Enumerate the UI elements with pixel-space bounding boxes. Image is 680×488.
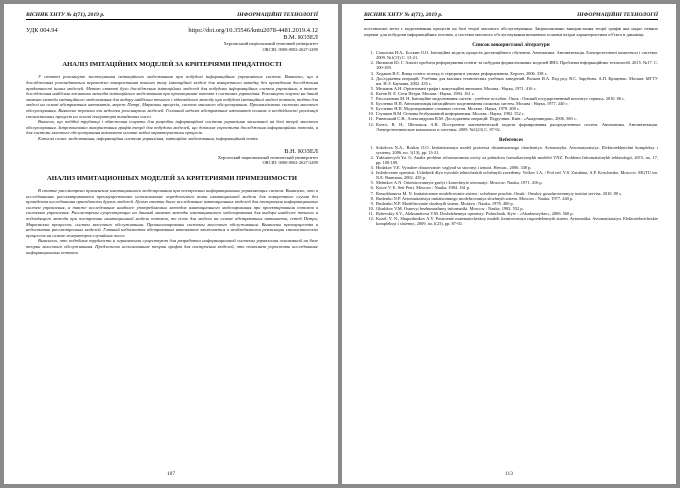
author-orcid-ru: ORCID: 0000-0002-2627-2499 (262, 160, 318, 166)
reference-item: 5. Melnikov A.N. Orientirovannyie grafyi i konechnyie avtomatyi. Moscow: Nauka, 1971. 416 p. (375, 180, 658, 185)
author-name: В.М. КОЗЕЛ (283, 34, 318, 41)
body-paragraph: поставленої мети є моделювання процесів на базі теорії масового обслуговування. Запропоновано використання теорії графів яка надає певних переваг для побудови інформаційних потоків, а системи масового обслуговування визначено основні вхідні характеристики об'єкта в динаміці. (364, 26, 658, 37)
author-affiliation-ru: Херсонский национальный технический университет (217, 154, 318, 160)
page-number: 107 (166, 471, 176, 477)
references-list-en (364, 145, 658, 227)
references-heading-en: References (498, 136, 524, 143)
reference-item: 4. Дослідження операцій: Учебник для высших технических учебных заведений. Волков И.А. Под ред. В.С. Зарубина, А.П. Кріщенко. Москва: МГТУ им. Н.Э. Баумана, 2002. 435 с. (375, 76, 658, 86)
author-affiliation: Херсонський національний технічний університет (223, 41, 318, 47)
udk-code: УДК 004.94 (26, 27, 58, 34)
reference-item: 12. Kozel, V. N., Shaposhnikov A.V. Postroenie matematicheskoy modeli formirovaniya raspredelennyih sistem. Avtomatika. Avtomatizatsiya. Elektrotehnicheskie kompleksyi i sistemyi, 2009, no.1(23), pp. 87-92. (375, 216, 658, 226)
reference-item: 3. Hodakov V.E. Vyisshee obrazovanie: vzglyad so storonyi i iznutri. Herson., 2006. 338 p. (375, 165, 658, 170)
references-heading-ua: Список використаної літератури (472, 42, 550, 49)
reference-item: 11. Ржевський С.В., Александрова В.М. Дослідження операцій: Підручник. Київ : «Академвидав», 2006. 560 с. (375, 116, 658, 121)
reference-item: 2. Яксюкин Ю. Г. Аналіз проблем реформування освіти: за побудова формалізованих моделей ВНЗ. Проблеми інформаційних технологій. 2015. №17. С. 100-109. (375, 60, 658, 70)
keywords-ua: Ключові слова: моделювання, інформаційна система управління, імітаційне моделювання, інформаційний потік. (38, 136, 259, 142)
page-number: 113 (505, 471, 513, 477)
abstract-paragraph-ru: В статье рассмотрено применение имитационного моделирования при построении информационных управляющих систем. Выявлено, что в исследованиях рассматриваются преимущественно использование определенного типа имитационной модели для конкретного случая без проведения исследования пригодности других моделей. Целью статьи было исследование имитационных моделей для построения информационных систем управления, а также исследование наиболее употребляемых методов имитационного моделирования при проектировании потоков в системах управления. Рассмотрены существующие на данный момент методы имитационного моделирования для выбора наиболее точного и подходящего метода при построении имитационной модели потоков, то есть для модели на основе абстрактных автоматов, сетей Петри, Марковских процессов, систем массового обслуживания. Проанализированы системы массового обслуживания. Выявлены преимущества и недостатки рассмотренных моделей. Главный недостаток абстрактных автоматов заключается в необходимости реализации стохастических процессов на основе генераторов случайных чисел. (26, 188, 318, 238)
reference-item: 2. Yaksiuievych Yu. G. Analiz problem reformuvannia osvity za pobudova formalizovanykh modelei VNZ. Problemi Informatsiinykh tekhnologii, 2015, no. 17, pp. 100-109. (375, 155, 658, 165)
reference-item: 1. Sokolova N.A., Boskin O.O. Imitatsionnaya model protsessa distantsionnogo obucheniya. Avtomatyka. Avtomatyzatsiya. Elektrotekhnichni kompleksy i systemy, 2006, no. 1(13), pp. 13-21. (375, 145, 658, 155)
reference-item: 8. Buslenko N.P. Avtomatizatsiya imitatsionnogo modelirovaniya slozhnyih sistem. Moscow : Nauka, 1977. 240 p. (375, 196, 658, 201)
reference-item: 12. Козел, В. Н., Шепошок А.В. Построение математической модели формирования распределенных систем. Автоматика. Автоматизация. Электротехнические комплексы и системы. 2009. №1(23) С. 87-92. (375, 122, 658, 132)
references-list-ua (364, 50, 658, 132)
reference-item: 5. Мельник А.Н. Орієнтовані графи і комутаційні автомати. Москва : Наука, 1971. 416 с. (375, 86, 658, 91)
reference-item: 9. Бусленко Н.П. Моделирование сложных систем. Москва : Наука, 1978. 400 с. (375, 106, 658, 111)
abstract-paragraph: Вивчено, що подібні труднощі і обмеження існують для розробки інформаційної системи управління заснованої на базі теорії масового обслуговування. Запропоновано використання графів теорії для побудови моделей, що дозволяє спростити дослідження інформаційних потоків, а для системи масового обслуговування визначити основні вхідні характеристики процесів. (26, 119, 318, 136)
reference-item: 6. Kotov V. E. Seti Petri. Moscow : Nauka, 1984. 161 p. (375, 185, 658, 190)
reference-item: 1. Соколова Н.А., Боскин О.О. Імітаційна модель процесів дистанційного обучення. Автоматика. Автоматизація. Електротехнічні комплекси і системи. 2009. №1(13) С. 13-21. (375, 50, 658, 60)
author-orcid: ORCID: 0000-0002-2627-2499 (262, 46, 318, 52)
reference-item: 8. Бусленко Н.П. Автоматизація імітаційного моделювання сложных систем. Москва : Наука, 1977. 240 с. (375, 101, 658, 106)
reference-item: 10. Glushkov V.M. Osnovyi bezbumazhnoy informatiki. Moscow : Nauka, 1982. 552 p. (375, 206, 658, 211)
reference-item: 10. Глушков В.М. Основы безбумажной информатики. Москва : Наука, 1982. 552 с. (375, 111, 658, 116)
article-title-ua: АНАЛІЗ ІМІТАЦІЙНИХ МОДЕЛЕЙ ЗА КРИТЕРІЯМИ ПРИДАТНОСТІ (62, 61, 282, 69)
running-header (26, 4, 318, 20)
section-name: ІНФОРМАЦІЙНІ ТЕХНОЛОГІЇ (237, 12, 318, 18)
abstract-paragraph: У статті розглянуто застосування імітаційного моделювання при побудові інформаційних управляючих систем. Виявлено, що в дослідженнях розглядаються переважно використання певного типу імітаційної моделі для конкретного випадку без проведення дослідження придатності інших моделей. Метою статті було дослідження імітаційних моделей для побудови інформаційних систем управління, а також дослідження найбільш вживаних методів імітаційного моделювання при проектуванні потоків з системах управління. Розглянуто існуючі на даний момент методи імітаційного моделювання для вибору найбільш точного і відповідного методу при побудові імітаційної моделі потоків, тобто для моделі на основі абстрактних автоматів, мереж Петрі, Маркових процесів, систем масового обслуговування. Проаналізовано системи масового обслуговування. Виявлено переваги та недоліки розглянутих моделей. Головний недолік абстрактних автоматів полягає в необхідності реалізації стохастичних процесів на основі генераторів випадкових чисел. (26, 74, 318, 119)
author-name-ru: В.Н. КОЗЕЛ (284, 147, 318, 155)
reference-item: 7. Rassokhanova M. N. Imitatsionnoe modelirovanie sistem : uchebnoe posobie. Omsk : Omskiy gosudarstvennyiy institut servisa, 2010. 80 s. (375, 191, 658, 196)
left-page (4, 4, 338, 484)
reference-item: 7. Рассоханова М. Н. Імітаційне моделювання систем : учебное пособие. Омск : Омский государственный институт сервиса, 2010. 80 с. (375, 96, 658, 101)
running-header (364, 4, 658, 20)
abstract-paragraph-ru: Выяснено, что подобные трудности и ограничения существуют для разработки информационной системы управления основанной на базе теории массового обслуживания. Предложено использование теории графов для построения моделей, что позволяет упростить исследование информационных потоков. (26, 238, 318, 255)
reference-item: 11. Rzhevskiy S.V., Aleksandrova V.M. Doslidzhennya operatsiy: Pidruchnik. Kyiv : «Akademvydav», 2006. 560 p. (375, 211, 658, 216)
doi-link[interactable]: https://doi.org/10.35546/kntu2078-4481.2019.4.12 (188, 27, 318, 34)
article-title-ru: АНАЛИЗ ИМИТАЦИОННЫХ МОДЕЛЕЙ ЗА КРИТЕРИЯМИ ПРИМЕНИМОСТИ (46, 175, 298, 183)
reference-item: 3. Ходаков В.Є. Вища освіта: погляд із середини в умовах реформування. Херсон, 2006. 338 с. (375, 71, 658, 76)
right-page (342, 4, 676, 484)
reference-item: 4. Issledovanie operatsii: Uchebnik dlya vyisshih tehnicheskih uchebnyih zavedeniy. Volkov I.A. / Pod red. V.S. Zarubina, A.P. Krischenko. Moscow: MGTU im. N.E. Baumana, 2002. 435 p. (375, 170, 658, 180)
journal-name: ВІСНИК ХНТУ № 4(71), 2019 р. (364, 12, 443, 18)
reference-item: 6. Котов В. Е. Сети Петри. Москва : Наука, 1984. 161 с. (375, 91, 658, 96)
reference-item: 9. Buslenko N.P. Modelirovanie slozhnyih sistem. Moskva : Nauka, 1978. 400 p. (375, 201, 658, 206)
article-meta (26, 27, 318, 34)
section-name: ІНФОРМАЦІЙНІ ТЕХНОЛОГІЇ (577, 12, 658, 18)
journal-name: ВІСНИК ХНТУ № 4(71), 2019 р. (26, 12, 105, 18)
